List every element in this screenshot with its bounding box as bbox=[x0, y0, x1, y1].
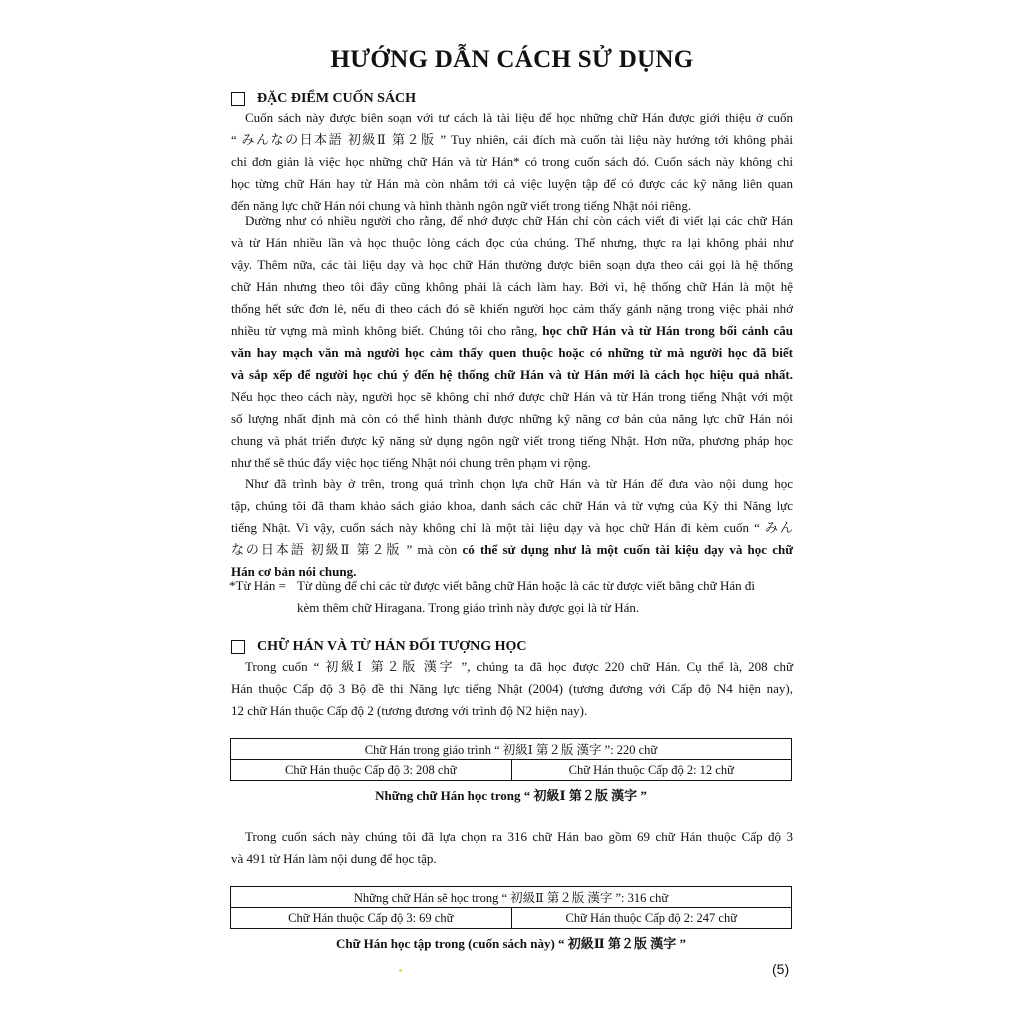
paragraph-line: học từng chữ Hán hay từ Hán mà còn nhắm tới cả việc luyện tập để có được các kỹ năng liên quan bbox=[231, 176, 793, 191]
footnote-line: Từ dùng để chỉ các từ được viết bằng chữ Hán hoặc là các từ được viết bằng chữ Hán đi bbox=[297, 578, 755, 593]
bold-text: học chữ Hán và từ Hán trong bối cảnh câu bbox=[542, 323, 794, 338]
paragraph-line: như thế sẽ thúc đẩy việc học tiếng Nhật nói chung trên phạm vi rộng. bbox=[231, 455, 591, 470]
paragraph-line bbox=[231, 364, 793, 386]
table-caption: Chữ Hán học tập trong (cuốn sách này) “ 初級Ⅱ 第２版 漢字 ” bbox=[335, 936, 687, 951]
paragraph-line: “ みんなの日本語 初級Ⅱ 第２版 ” Tuy nhiên, cái đích mà cuốn tài liệu này hướng tới không phải bbox=[231, 132, 793, 147]
section-heading-target-kanji bbox=[231, 639, 527, 655]
table-header-cell: Những chữ Hán sẽ học trong “ 初級Ⅱ 第２版 漢字 ”: 316 chữ bbox=[231, 887, 792, 908]
paragraph-line: vậy. Thêm nữa, các tài liệu dạy và học chữ Hán thường được biên soạn dựa theo cái gọi là hệ thống bbox=[231, 257, 793, 272]
paragraph-line: chữ Hán nhưng theo tôi đây cũng không phải là cách làm hay. Bởi vì, hệ thống chữ Hán là một hệ bbox=[231, 279, 793, 294]
plain-text: なの日本語 初級Ⅱ 第２版 ” mà còn bbox=[231, 542, 458, 557]
paragraph-line: Trong cuốn sách này chúng tôi đã lựa chọn ra 316 chữ Hán bao gồm 69 chữ Hán thuộc Cấp độ 3 bbox=[245, 829, 793, 844]
paragraph-line bbox=[231, 342, 793, 364]
paragraph-line: và 491 từ Hán làm nội dung để học tập. bbox=[231, 851, 437, 866]
paragraph-line: số lượng nhất định mà còn có thể hình thành được những kỹ năng cơ bản của năng lực chữ Hán nói bbox=[231, 411, 793, 426]
paragraph-line: Trong cuốn “ 初級Ⅰ 第２版 漢字 ”, chúng ta đã học được 220 chữ Hán. Cụ thể là, 208 chữ bbox=[245, 659, 793, 674]
checkbox-square-icon bbox=[231, 92, 245, 106]
paragraph-line: Hán thuộc Cấp độ 3 Bộ đề thi Năng lực tiếng Nhật (2004) (tương đương với Cấp độ N4 hiện nay), bbox=[231, 681, 793, 696]
table-cell: Chữ Hán thuộc Cấp độ 3: 69 chữ bbox=[231, 908, 512, 929]
footnote-line: kèm thêm chữ Hiragana. Trong giáo trình này được gọi là từ Hán. bbox=[297, 600, 640, 615]
paragraph-line: tiếng Nhật. Vì vậy, cuốn sách này không chỉ là một tài liệu dạy và học chữ Hán đi kèm cuốn “ みん bbox=[231, 520, 793, 535]
table-cell: Chữ Hán thuộc Cấp độ 3: 208 chữ bbox=[231, 760, 512, 781]
checkbox-square-icon bbox=[231, 640, 245, 654]
scan-speck bbox=[399, 969, 402, 972]
footnote-label: *Từ Hán = bbox=[229, 578, 286, 593]
paragraph-line-mixed bbox=[231, 320, 793, 342]
kanji-count-table-2 bbox=[230, 886, 792, 929]
page-title: HƯỚNG DẪN CÁCH SỬ DỤNG bbox=[330, 46, 694, 73]
paragraph-line: thống hết sức đơn lẻ, nếu đi theo cách đó sẽ khiến người học cảm thấy gánh nặng trong việc phải nhớ bbox=[231, 301, 793, 316]
bold-text: và sắp xếp để người học chú ý đến hệ thống chữ Hán và từ Hán mới là cách học hiệu quả nhất. bbox=[231, 367, 793, 382]
section-heading-text: ĐẶC ĐIỂM CUỐN SÁCH bbox=[257, 91, 417, 106]
page-number: (5) bbox=[772, 961, 790, 977]
bold-text: Hán cơ bản nói chung. bbox=[231, 564, 357, 579]
paragraph-line: Cuốn sách này được biên soạn với tư cách là tài liệu để học những chữ Hán được giới thiệu ở cuốn bbox=[245, 110, 793, 125]
bold-text: có thể sử dụng như là một cuốn tài kiệu dạy và học chữ bbox=[462, 542, 793, 557]
table-caption: Những chữ Hán học trong “ 初級Ⅰ 第２版 漢字 ” bbox=[375, 788, 647, 803]
paragraph-line: chung và phát triển được kỹ năng sử dụng ngôn ngữ viết trong tiếng Nhật. Hơn nữa, phương pháp học bbox=[231, 433, 793, 448]
paragraph-line: 12 chữ Hán thuộc Cấp độ 2 (tương đương với trình độ N2 hiện nay). bbox=[231, 703, 588, 718]
paragraph-line: đến năng lực chữ Hán nói chung và hình thành ngôn ngữ viết trong tiếng Nhật nói riêng. bbox=[231, 198, 692, 213]
kanji-count-table-1 bbox=[230, 738, 792, 781]
paragraph-line: Nếu học theo cách này, người học sẽ không chỉ nhớ được chữ Hán và từ Hán trong tiếng Nhật với một bbox=[231, 389, 793, 404]
plain-text: nhiều từ vựng mà mình không biết. Chúng tôi cho rằng, bbox=[231, 323, 538, 338]
table-cell: Chữ Hán thuộc Cấp độ 2: 12 chữ bbox=[511, 760, 792, 781]
paragraph-line-mixed bbox=[231, 539, 793, 561]
paragraph-line: và từ Hán nhiều lần và học thuộc lòng cách đọc của chúng. Thế nhưng, thực ra lại không phải như bbox=[231, 235, 793, 250]
section-heading-text: CHỮ HÁN VÀ TỪ HÁN ĐỐI TƯỢNG HỌC bbox=[257, 639, 527, 654]
paragraph-line: tập, chúng tôi đã tham khảo sách giáo khoa, danh sách các chữ Hán và từ vựng của Kỳ thi Năng lực bbox=[231, 498, 793, 513]
section-heading-features bbox=[231, 91, 416, 107]
table-cell: Chữ Hán thuộc Cấp độ 2: 247 chữ bbox=[511, 908, 792, 929]
table-header-cell: Chữ Hán trong giáo trình “ 初級Ⅰ 第２版 漢字 ”: 220 chữ bbox=[231, 739, 792, 760]
paragraph-line: Như đã trình bày ở trên, trong quá trình chọn lựa chữ Hán và từ Hán để đưa vào nội dung học bbox=[245, 476, 793, 491]
paragraph-line: chỉ đơn giản là việc học những chữ Hán và từ Hán* có trong cuốn sách đó. Cuốn sách này không chỉ bbox=[231, 154, 793, 169]
paragraph-line: Dường như có nhiều người cho rằng, để nhớ được chữ Hán chỉ còn cách viết đi viết lại các chữ Hán bbox=[245, 213, 793, 228]
bold-text: văn hay mạch văn mà người học cảm thấy quen thuộc hoặc có những từ mà người học đã biết bbox=[231, 345, 793, 360]
